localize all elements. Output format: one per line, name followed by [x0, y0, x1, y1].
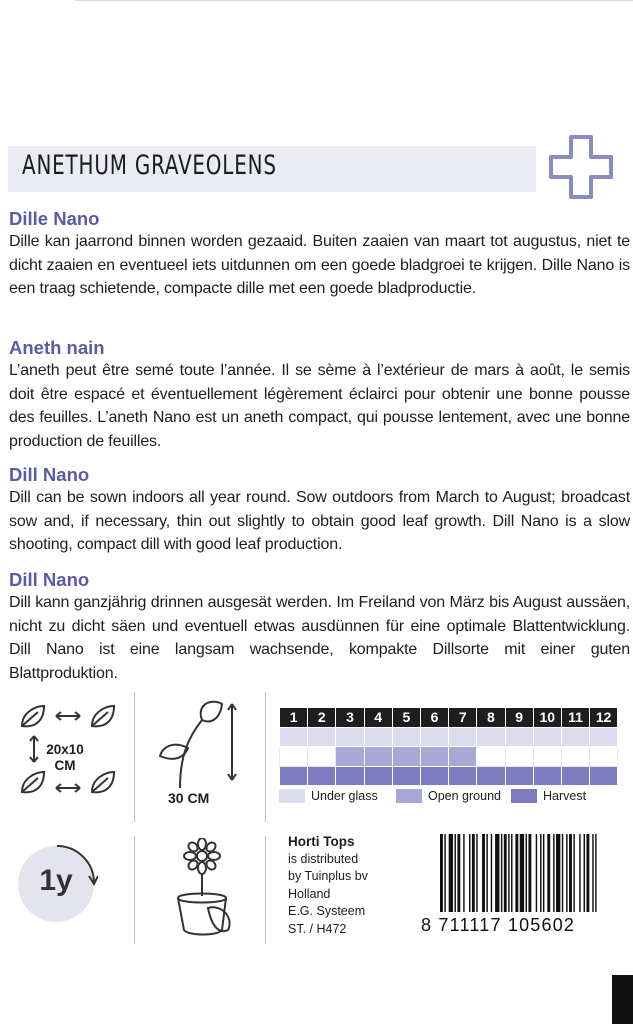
calendar-cell-open-ground: [280, 747, 308, 767]
calendar-row-under-glass: [280, 727, 618, 747]
legend-harvest: [511, 789, 586, 803]
distributor-info: [288, 833, 368, 938]
calendar-cell-under-glass: [336, 727, 364, 747]
month-label: 6: [420, 708, 448, 728]
calendar-cell-open-ground: [364, 747, 392, 767]
distributor-line: Holland: [288, 886, 331, 901]
barcode-digits: 8 711117 105602: [421, 915, 576, 935]
barcode-bar: [586, 834, 589, 912]
legend-swatch: [511, 789, 537, 803]
divider: [134, 692, 135, 822]
calendar-cell-under-glass: [420, 727, 448, 747]
calendar-cell-under-glass: [590, 727, 618, 747]
latin-name: ANETHUM GRAVEOLENS: [22, 150, 277, 181]
calendar-cell-under-glass: [561, 727, 589, 747]
section-text: L’aneth peut être semé toute l’année. Il se sème à l’extérieur de mars à août, le semis doit être espacé et éventuellement légèrement éclairci pour obtenir une bonne pousse des feuilles. L’aneth Nano est un aneth compact, qui pousse lentement, avec une bonne production de feuilles.: [9, 362, 630, 450]
calendar-cell-under-glass: [280, 727, 308, 747]
barcode-bar: [528, 834, 531, 912]
barcode-bar: [569, 834, 572, 912]
calendar-cell-open-ground: [336, 747, 364, 767]
calendar-cell-under-glass: [477, 727, 505, 747]
distributor-line: ST. / H472: [288, 921, 347, 936]
distributor-line: is distributed: [288, 851, 359, 866]
sowing-calendar: [279, 707, 618, 786]
legend-under-glass: [279, 789, 378, 803]
distributor-line: by Tuinplus bv: [288, 869, 368, 883]
legend-swatch: [396, 789, 422, 803]
barcode-bar: [526, 834, 527, 912]
barcode-bar: [511, 834, 512, 912]
divider: [265, 836, 266, 944]
calendar-cell-harvest: [280, 766, 308, 786]
calendar-cell-open-ground: [308, 747, 336, 767]
legend-label: Open ground: [428, 789, 501, 803]
calendar-cell-harvest: [392, 766, 420, 786]
barcode-bar: [491, 834, 492, 912]
calendar-cell-under-glass: [308, 727, 336, 747]
barcode-bar: [547, 834, 550, 912]
cycle-arrow-icon: [16, 842, 98, 924]
section-german: [9, 569, 630, 685]
month-label: 7: [449, 708, 477, 728]
calendar-cell-harvest: [561, 766, 589, 786]
barcode-bar: [504, 834, 507, 912]
barcode-bar: [584, 834, 585, 912]
calendar-cell-open-ground: [449, 747, 477, 767]
section-title: Aneth nain: [9, 337, 105, 358]
plant-height-label: 30 CM: [168, 790, 210, 806]
section-text: Dill kann ganzjährig drinnen ausgesät werden. Im Freiland von März bis August aussäen, nicht zu dicht säen und eventuell etwas ausdünnen für eine optimale Blattentwicklung. Dill Nano ist eine langsam wachsende, kompakte Dillsorte mit einer guten Blattproduktion.: [9, 594, 630, 682]
section-dutch: [9, 208, 630, 301]
brand-name: Horti Tops: [288, 834, 355, 849]
top-divider: [75, 0, 633, 1]
barcode-bar: [486, 834, 487, 912]
calendar-cell-open-ground: [590, 747, 618, 767]
calendar-cell-under-glass: [364, 727, 392, 747]
divider: [265, 692, 266, 822]
barcode-bar: [553, 834, 554, 912]
calendar-cell-open-ground: [392, 747, 420, 767]
calendar-cell-open-ground: [505, 747, 533, 767]
month-label: 11: [561, 708, 589, 728]
legend-label: Harvest: [543, 789, 587, 803]
barcode-bar: [482, 834, 485, 912]
barcode-bar: [440, 834, 443, 912]
calendar-row-harvest: [280, 766, 618, 786]
barcode-bar: [520, 834, 524, 912]
calendar-cell-open-ground: [477, 747, 505, 767]
legend-open-ground: [396, 789, 501, 803]
calendar-cell-under-glass: [449, 727, 477, 747]
calendar-cell-harvest: [364, 766, 392, 786]
barcode-bar: [449, 834, 453, 912]
barcode-bar: [556, 834, 560, 912]
barcode-bar: [476, 834, 477, 912]
calendar-cell-open-ground: [533, 747, 561, 767]
month-label: 1: [280, 708, 308, 728]
distributor-line: E.G. Systeem: [288, 904, 366, 918]
calendar-cell-harvest: [449, 766, 477, 786]
plant-height-icon: [150, 700, 250, 790]
calendar-cell-under-glass: [533, 727, 561, 747]
section-french: [9, 337, 630, 453]
barcode-bar: [495, 834, 499, 912]
barcode-bar: [508, 834, 509, 912]
legend-label: Under glass: [311, 789, 378, 803]
section-text: Dille kan jaarrond binnen worden gezaaid. Buiten zaaien van maart tot augustus, niet te dicht zaaien en eventueel iets uitdunnen om een goede bladgroei te krijgen. Dille Nano is een traag schietende, compacte dille met een goede bladproductie.: [9, 233, 630, 297]
calendar-cell-harvest: [533, 766, 561, 786]
calendar-cell-harvest: [308, 766, 336, 786]
month-label: 3: [336, 708, 364, 728]
calendar-cell-harvest: [590, 766, 618, 786]
barcode-bar: [592, 834, 593, 912]
spacing-label: 20x10 CM: [46, 742, 84, 773]
barcode-bar: [457, 834, 460, 912]
barcode-image: [440, 834, 620, 920]
barcode-bar: [469, 834, 470, 912]
calendar-cell-harvest: [420, 766, 448, 786]
divider: [134, 836, 135, 944]
barcode-bar: [540, 834, 541, 912]
barcode-bar: [595, 834, 596, 912]
section-english: [9, 464, 630, 557]
calendar-row-open-ground: [280, 747, 618, 767]
legend-swatch: [279, 789, 305, 803]
month-label: 9: [505, 708, 533, 728]
lifecycle-label: 1y: [39, 864, 73, 897]
barcode-bar: [455, 834, 456, 912]
corner-mark: [612, 975, 633, 1024]
barcode-bar: [444, 834, 445, 912]
barcode-bar: [543, 834, 544, 912]
calendar-cell-open-ground: [561, 747, 589, 767]
barcode-bar: [472, 834, 475, 912]
calendar-cell-harvest: [336, 766, 364, 786]
calendar-cell-under-glass: [505, 727, 533, 747]
barcode-bar: [515, 834, 518, 912]
barcode-bar: [536, 834, 537, 912]
flower-pot-icon: [168, 838, 248, 938]
section-title: Dille Nano: [9, 208, 100, 229]
month-label: 10: [533, 708, 561, 728]
barcode-bar: [463, 834, 464, 912]
plus-cross-icon: [547, 133, 615, 201]
calendar-cell-harvest: [505, 766, 533, 786]
barcode-bar: [501, 834, 502, 912]
barcode-bar: [566, 834, 567, 912]
barcode-bar: [573, 834, 574, 912]
section-text: Dill can be sown indoors all year round. Sow outdoors from March to August; broadcast sow and, if necessary, thin out slightly to obtain good leaf growth. Dill Nano is a slow shooting, compact dill with good leaf production.: [9, 489, 630, 553]
month-label: 2: [308, 708, 336, 728]
month-label: 4: [364, 708, 392, 728]
calendar-cell-harvest: [477, 766, 505, 786]
calendar-cell-under-glass: [392, 727, 420, 747]
barcode-bar: [562, 834, 563, 912]
month-label: 8: [477, 708, 505, 728]
barcode-bar: [579, 834, 580, 912]
month-label: 5: [392, 708, 420, 728]
month-label: 12: [590, 708, 618, 728]
calendar-cell-open-ground: [420, 747, 448, 767]
section-title: Dill Nano: [9, 569, 90, 590]
calendar-header-row: [280, 708, 618, 728]
section-title: Dill Nano: [9, 464, 90, 485]
